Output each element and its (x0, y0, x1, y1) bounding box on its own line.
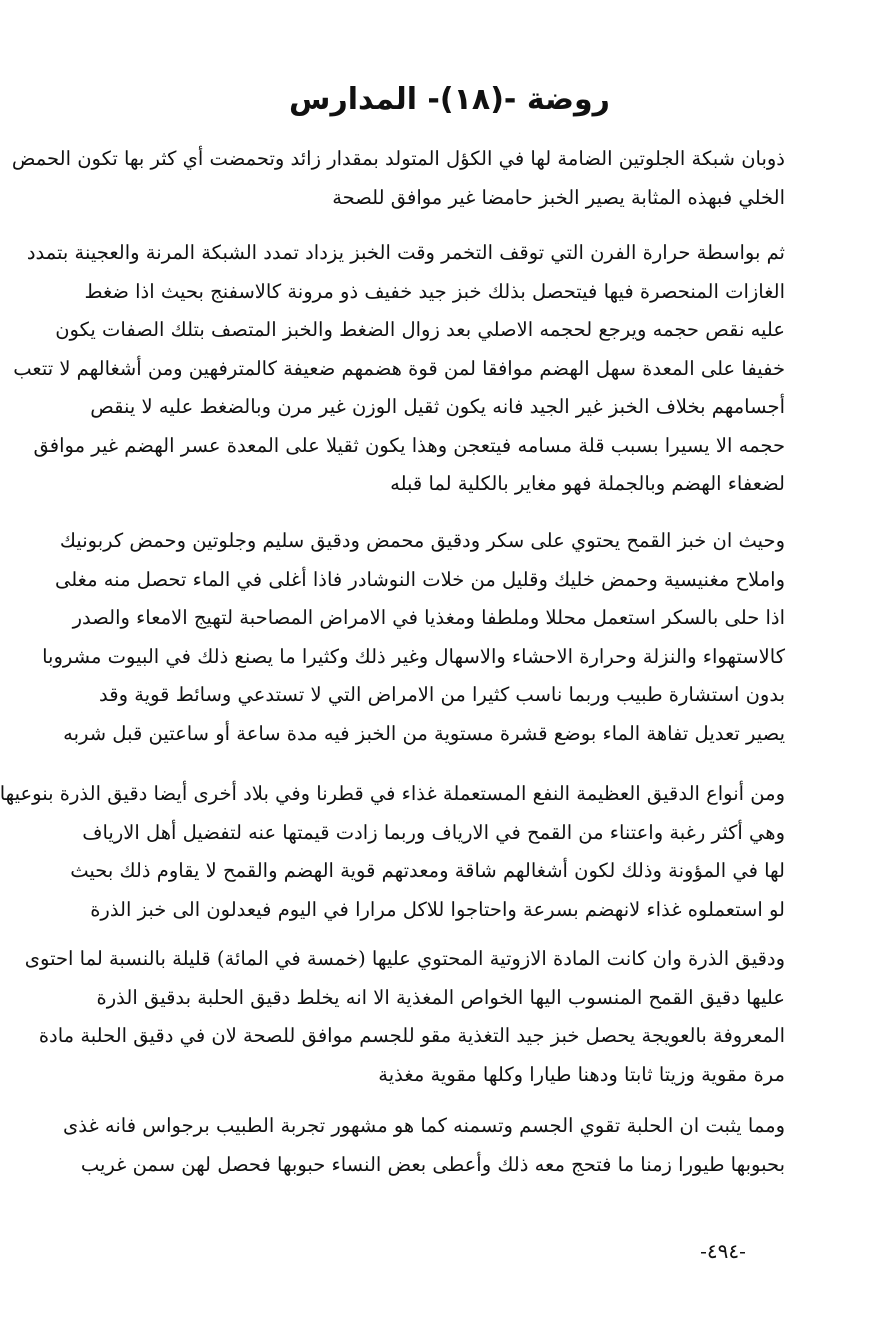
text-line: لها في المؤونة وذلك لكون أشغالهم شاقة ومعدتهم قوية الهضم والقمح لا يقاوم ذلك بحيث (70, 859, 785, 882)
text-line: الغازات المنحصرة فيها فيتحصل بذلك خبز جيد خفيف ذو مرونة كالاسفنج بحيث اذا ضغط (84, 279, 785, 303)
text-line: عليها دقيق القمح المنسوب اليها الخواص المغذية الا انه يخلط دقيق الحلبة بدقيق الذرة (96, 985, 785, 1009)
paragraph-6 (63, 1107, 785, 1184)
page-number: -٤٩٤- (700, 1239, 746, 1263)
text-line: أجسامهم بخلاف الخبز غير الجيد فانه يكون ثقيل الوزن غير مرن وبالضغط عليه لا ينقص (90, 395, 785, 418)
text-line: لضعفاء الهضم وبالجملة فهو مغاير بالكلية لما قبله (390, 472, 785, 495)
text-line: ومما يثبت ان الحلبة تقوي الجسم وتسمنه كما هو مشهور تجربة الطبيب برجواس فانه غذى (63, 1114, 785, 1137)
text-line: وهي أكثر رغبة واعتناء من القمح في الارياف وربما زادت قيمتها عنه لتفضيل أهل الارياف (82, 820, 785, 844)
text-line: الخلي فبهذه المثابة يصير الخبز حامضا غير موافق للصحة (332, 185, 785, 209)
paragraph-1 (11, 140, 785, 217)
text-line: ذوبان شبكة الجلوتين الضامة لها في الكؤل المتولد بمقدار زائد وتحمضت أي كثر بها تكون الحمض (11, 147, 785, 170)
text-line: مرة مقوية وزيتا ثابتا ودهنا طيارا وكلها مقوية مغذية (378, 1062, 785, 1086)
paragraph-4 (0, 775, 785, 929)
text-line: كالاستهواء والنزلة وحرارة الاحشاء والاسهال وغير ذلك وكثيرا ما يصنع ذلك في البيوت مشروبا (42, 644, 785, 668)
text-line: ودقيق الذرة وان كانت المادة الازوتية المحتوي عليها (خمسة في المائة) قليلة بالنسبة لما احتوى (24, 947, 785, 970)
text-line: ومن أنواع الدقيق العظيمة النفع المستعملة غذاء في قطرنا وفي بلاد أخرى أيضا دقيق الذرة بنوعيها (0, 782, 785, 805)
text-line: بدون استشارة طبيب وربما ناسب كثيرا من الامراض التي لا تستدعي وسائط قوية وقد (99, 683, 785, 706)
text-line: يصير تعديل تفاهة الماء بوضع قشرة مستوية من الخبز فيه مدة ساعة أو ساعتين قبل شربه (63, 721, 785, 745)
text-line: واملاح مغنيسية وحمض خليك وقليل من خلات النوشادر فاذا أغلى في الماء تحصل منه مغلى (54, 567, 785, 591)
text-line: المعروفة بالعويجة يحصل خبز جيد التغذية مقو للجسم موافق للصحة لان في دقيق الحلبة مادة (38, 1024, 785, 1047)
text-line: حجمه الا يسيرا بسبب قلة مسامه فيتعجن وهذا يكون ثقيلا على المعدة عسر الهضم غير موافق (33, 433, 785, 457)
paragraph-3 (42, 522, 785, 753)
page-title: روضة -(١٨)- المدارس (289, 82, 610, 117)
text-line: خفيفا على المعدة سهل الهضم موافقا لمن قوة هضمهم ضعيفة كالمترفهين ومن أشغالهم لا تتعب (13, 356, 785, 380)
text-line: لو استعملوه غذاء لانهضم بسرعة واحتاجوا للاكل مرارا في اليوم فيعدلون الى خبز الذرة (90, 897, 785, 921)
text-line: بحبوبها طيورا زمنا ما فتحج معه ذلك وأعطى بعض النساء حبوبها فحصل لهن سمن غريب (80, 1152, 785, 1176)
text-line: عليه نقص حجمه ويرجع لحجمه الاصلي بعد زوال الضغط والخبز المتصف بتلك الصفات يكون (55, 318, 785, 341)
text-line: ثم بواسطة حرارة الفرن التي توقف التخمر وقت الخبز يزداد تمدد الشبكة المرنة والعجينة بتمدد (26, 241, 785, 264)
text-line: وحيث ان خبز القمح يحتوي على سكر ودقيق محمض ودقيق سليم وجلوتين وحمض كربونيك (59, 529, 785, 552)
text-line: اذا حلى بالسكر استعمل محللا وملطفا ومغذيا في الامراض المصاحبة لتهيج الامعاء والصدر (72, 606, 785, 629)
paragraph-2 (13, 234, 785, 504)
paragraph-5 (24, 940, 785, 1094)
